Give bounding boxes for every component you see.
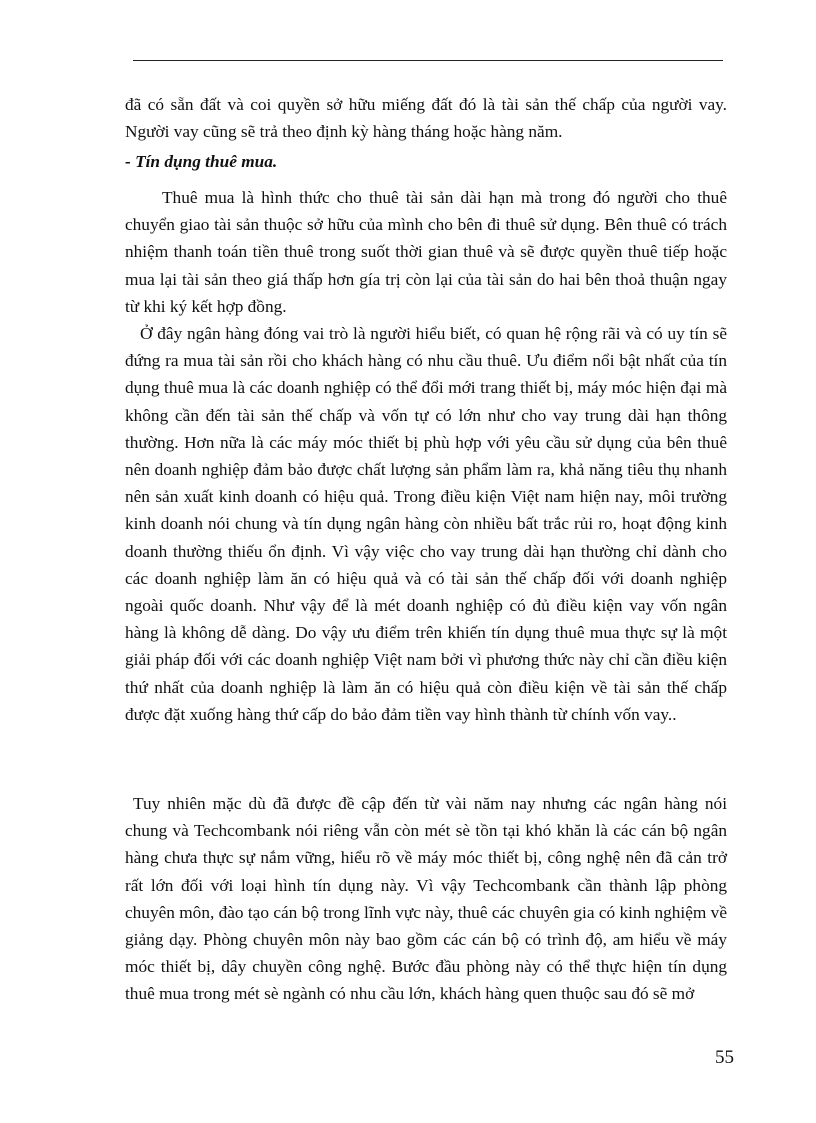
paragraph-intro: đã có sẵn đất và coi quyền sở hữu miếng đất đó là tài sản thế chấp của người vay. Người vay cũng sẽ trả theo định kỳ hàng tháng hoặc hàng năm. xyxy=(125,95,727,142)
paragraph-advantages: Ở đây ngân hàng đóng vai trò là người hiểu biết, có quan hệ rộng rãi và có uy tín sẽ đứng ra mua tài sản rồi cho khách hàng có nhu cầu thuê. Ưu điểm nổi bật nhất của tín dụng thuê mua là các doanh nghiệp có thể đổi mới trang thiết bị, máy móc hiện đại mà không cần đến tài sản thế chấp và vốn tự có lớn như cho vay trung dài hạn thông thường. Hơn nữa là các máy móc thiết bị phù hợp với yêu cầu sử dụng của bên thuê nên doanh nghiệp đảm bảo được chất lượng sản phẩm làm ra, khả năng tiêu thụ nhanh nên sản xuất kinh doanh có hiệu quả. Trong điều kiện Việt nam hiện nay, môi trường kinh doanh nói chung và tín dụng ngân hàng còn nhiều bất trắc rủi ro, hoạt động kinh doanh thường thiếu ổn định. Vì vậy việc cho vay trung dài hạn thường chỉ dành cho các doanh nghiệp làm ăn có hiệu quả và có tài sản thế chấp đối với doanh nghiệp ngoài quốc doanh. Như vậy để là mét doanh nghiệp có đủ điều kiện vay vốn ngân hàng là không dễ dàng. Do vậy ưu điểm trên khiến tín dụng thuê mua thực sự là một giải pháp đối với các doanh nghiệp Việt nam bởi vì phương thức này chỉ cần điều kiện thứ nhất của doanh nghiệp là làm ăn có hiệu quả còn điều kiện về tài sản thế chấp được đặt xuống hàng thứ cấp do bảo đảm tiền vay hình thành từ chính vốn vay.. xyxy=(125,324,727,724)
page-number: 55 xyxy=(715,1047,734,1068)
paragraph-definition: Thuê mua là hình thức cho thuê tài sản dài hạn mà trong đó người cho thuê chuyển giao tài sản thuộc sở hữu của mình cho bên đi thuê sử dụng. Bên thuê có trách nhiệm thanh toán tiền thuê trong suốt thời gian thuê và sẽ được quyền thuê tiếp hoặc mua lại tài sản theo giá thấp hơn gía trị còn lại của tài sản do hai bên thoả thuận ngay từ khi ký kết hợp đồng. xyxy=(125,188,727,316)
paragraph-challenges: Tuy nhiên mặc dù đã được đề cập đến từ vài năm nay nhưng các ngân hàng nói chung và Techcombank nói riêng vẫn còn mét sè tồn tại khó khăn là các cán bộ ngân hàng chưa thực sự nắm vững, hiểu rõ về máy móc thiết bị, công nghệ nên đã cản trở rất lớn đối với loại hình tín dụng này. Vì vậy Techcombank cần thành lập phòng chuyên môn, đào tạo cán bộ trong lĩnh vực này, thuê các chuyên gia có kinh nghiệm về giảng dạy. Phòng chuyên môn này bao gồm các cán bộ có trình độ, am hiểu về máy móc thiết bị, dây chuyền công nghệ. Bước đầu phòng này có thể thực hiện tín dụng thuê mua trong mét sè ngành có nhu cầu lớn, khách hàng quen thuộc sau đó sẽ mở xyxy=(125,794,727,1004)
header-rule xyxy=(133,60,723,61)
section-heading: - Tín dụng thuê mua. xyxy=(125,152,278,171)
